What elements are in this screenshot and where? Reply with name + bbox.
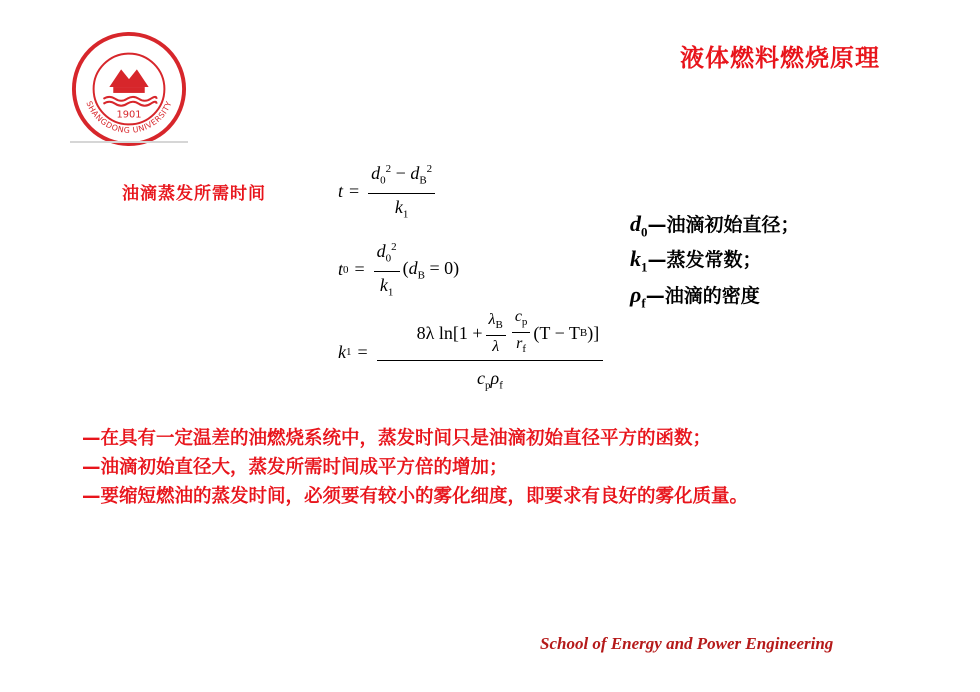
equation-evaporation-constant: k 1 = 8λ ln[1 + $\frac{\lambda_B}{\lambda}$ $\frac{c_p}{r_f}$ (T − T B )] $c_p\rho_f$	[338, 308, 606, 397]
university-seal-icon	[70, 30, 188, 148]
eq3-fraction	[377, 308, 604, 397]
legend-item-k1: $k_1—$蒸发常数；	[630, 246, 762, 275]
legend-item-d0: $d_0—$油滴初始直径；	[630, 211, 800, 240]
eq2-denominator: $k_1$	[379, 274, 394, 299]
equation-total-time: t 0 = $\frac{d_0^2}{k_1}$ $(d_B = 0)$	[338, 236, 459, 303]
eq1-fraction	[368, 158, 435, 225]
section-label: 油滴蒸发所需时间	[122, 184, 266, 204]
eq1-denominator: $k_1$	[394, 196, 409, 221]
conclusion-item: —油滴初始直径大，蒸发所需时间成平方倍的增加；	[82, 457, 508, 478]
page-title: 液体燃料燃烧原理	[680, 44, 880, 72]
footer-school-name: School of Energy and Power Engineering	[540, 634, 834, 653]
eq3-denominator: $c_p\rho_f$	[477, 368, 503, 392]
logo-university-name: SHANGDONG UNIVERSITY	[84, 99, 174, 135]
logo-divider	[70, 141, 188, 143]
logo-year: 1901	[116, 109, 142, 121]
eq2-fraction	[374, 236, 400, 303]
conclusion-item: —在具有一定温差的油燃烧系统中，蒸发时间只是油滴初始直径平方的函数；	[82, 428, 712, 449]
eq2-condition: $(d_B = 0)$	[402, 257, 460, 282]
eq2-numerator: $d_0^2$	[374, 236, 400, 272]
eq1-equals: =	[349, 181, 360, 202]
conclusions-list	[82, 424, 942, 511]
conclusion-item: —要缩短燃油的蒸发时间，必须要有较小的雾化细度，即要求有良好的雾化质量。	[82, 486, 749, 507]
equation-evaporation-time	[338, 158, 438, 225]
eq1-numerator: $d_0^2 - d_B^2$	[368, 158, 435, 194]
eq1-lhs: t	[338, 181, 344, 202]
eq3-numerator: 8λ ln[1 + $\frac{\lambda_B}{\lambda}$ $\frac{c_p}{r_f}$ (T − T B )]	[377, 308, 604, 361]
legend-item-rhof: $\rho_f—$油滴的密度	[630, 281, 760, 311]
symbol-legend	[630, 210, 800, 316]
